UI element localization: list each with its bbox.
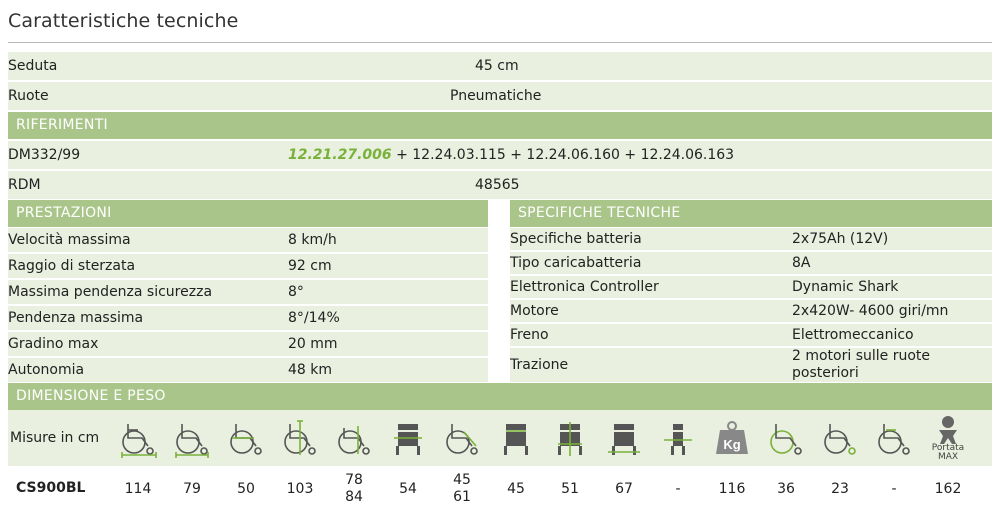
- prestazioni-row: [8, 254, 488, 278]
- wheelchair-seat-height-icon: [219, 410, 273, 466]
- prestazioni-label: Gradino max: [8, 336, 99, 352]
- dimension-value: 45 61: [453, 472, 471, 505]
- dm-codes: [288, 141, 734, 169]
- prestazioni-value: 8°: [288, 284, 304, 300]
- title-divider: [8, 42, 992, 43]
- prestazioni-label: Velocità massima: [8, 232, 131, 248]
- dimension-icons-row: [8, 410, 992, 466]
- portata-label: Portata: [931, 443, 965, 453]
- prestazioni-value: 20 mm: [288, 336, 338, 352]
- ruote-value: Pneumatiche: [450, 88, 542, 104]
- wheelchair-length-icon: [111, 410, 165, 466]
- ruote-label: Ruote: [8, 88, 49, 104]
- prestazioni-row: [8, 280, 488, 304]
- specifiche-value: 8A: [792, 255, 811, 271]
- wheelchair-front-seat-width-icon: [489, 410, 543, 466]
- ruote-row: [8, 82, 992, 110]
- dimension-value: 116: [718, 480, 746, 497]
- specifiche-label: Motore: [510, 303, 559, 319]
- dimension-value: 67: [615, 480, 633, 497]
- dimension-values-row: [8, 466, 992, 512]
- dimension-value: 50: [237, 480, 255, 497]
- dimension-value: -: [891, 480, 897, 497]
- specifiche-value: Elettromeccanico: [792, 327, 914, 343]
- prestazioni-label: Raggio di sterzata: [8, 258, 136, 274]
- wheelchair-backrest-icon: [813, 410, 867, 466]
- specifiche-row: [510, 348, 992, 382]
- dimension-value: 103: [286, 480, 314, 497]
- prestazioni-header: PRESTAZIONI: [8, 200, 488, 227]
- prestazioni-row: [8, 228, 488, 252]
- specifiche-row: [510, 252, 992, 274]
- dimension-value: 114: [124, 480, 152, 497]
- prestazioni-row: [8, 358, 488, 382]
- trazione-value-line2: posteriori: [792, 365, 859, 381]
- max-load-person-icon: [921, 410, 975, 466]
- specifiche-value: 2x75Ah (12V): [792, 231, 889, 247]
- page-title: Caratteristiche tecniche: [8, 10, 239, 32]
- rdm-value: 48565: [475, 177, 520, 193]
- rdm-row: [8, 171, 992, 199]
- dimension-value: 45: [507, 480, 525, 497]
- seduta-row: [8, 52, 992, 80]
- wheelchair-rear-icon: [867, 410, 921, 466]
- dimension-value: 51: [561, 480, 579, 497]
- dimension-value: 23: [831, 480, 849, 497]
- dimension-value: 78 84: [345, 472, 363, 505]
- dm-code-rest: + 12.24.03.115 + 12.24.06.160 + 12.24.06.163: [391, 147, 735, 163]
- wheelchair-folded-length-icon: [165, 410, 219, 466]
- specifiche-label: Elettronica Controller: [510, 279, 659, 295]
- prestazioni-label: Pendenza massima: [8, 310, 144, 326]
- dimension-value: -: [675, 480, 681, 497]
- prestazioni-value: 92 cm: [288, 258, 332, 274]
- wheelchair-front-width-icon: [381, 410, 435, 466]
- model-code: CS900BL: [16, 480, 86, 496]
- seduta-label: Seduta: [8, 58, 58, 74]
- dimension-value: 162: [934, 480, 962, 497]
- rdm-label: RDM: [8, 177, 41, 193]
- specifiche-value: Dynamic Shark: [792, 279, 899, 295]
- prestazioni-value: 48 km: [288, 362, 333, 378]
- specifiche-row: [510, 276, 992, 298]
- wheelchair-folded-height-icon: [327, 410, 381, 466]
- specifiche-value: [792, 348, 930, 382]
- wheelchair-front-total-width-icon: [597, 410, 651, 466]
- specifiche-label: Trazione: [510, 357, 569, 373]
- wheelchair-front-closed-icon: [651, 410, 705, 466]
- misure-label: Misure in cm: [10, 430, 100, 446]
- wheelchair-front-folded-width-icon: [543, 410, 597, 466]
- prestazioni-row: [8, 332, 488, 356]
- specifiche-header: SPECIFICHE TECNICHE: [510, 200, 992, 227]
- specifiche-value: 2x420W- 4600 giri/mn: [792, 303, 949, 319]
- specifiche-label: Tipo caricabatteria: [510, 255, 642, 271]
- wheelchair-seat-depth-icon: [759, 410, 813, 466]
- prestazioni-value: 8 km/h: [288, 232, 337, 248]
- prestazioni-label: Massima pendenza sicurezza: [8, 284, 213, 300]
- specifiche-label: Freno: [510, 327, 549, 343]
- trazione-value-line1: 2 motori sulle ruote: [792, 348, 931, 364]
- dimension-value: 79: [183, 480, 201, 497]
- dimensione-header: DIMENSIONE E PESO: [8, 383, 992, 410]
- prestazioni-label: Autonomia: [8, 362, 85, 378]
- dm-code-highlight: 12.21.27.006: [288, 147, 392, 163]
- max-label: MAX: [937, 452, 959, 462]
- kg-text: Kg: [723, 437, 741, 452]
- dm-row: [8, 141, 992, 169]
- dm-label: DM332/99: [8, 147, 81, 163]
- specifiche-label: Specifiche batteria: [510, 231, 642, 247]
- dimension-value: 54: [399, 480, 417, 497]
- wheelchair-height-icon: [273, 410, 327, 466]
- prestazioni-value: 8°/14%: [288, 310, 340, 326]
- riferimenti-header: RIFERIMENTI: [8, 112, 992, 139]
- seduta-value: 45 cm: [475, 58, 519, 74]
- specifiche-row: [510, 324, 992, 346]
- prestazioni-row: [8, 306, 488, 330]
- weight-kg-icon: [705, 410, 759, 466]
- specifiche-row: [510, 228, 992, 250]
- dimension-value: 36: [777, 480, 795, 497]
- specifiche-row: [510, 300, 992, 322]
- wheelchair-armrest-height-icon: [435, 410, 489, 466]
